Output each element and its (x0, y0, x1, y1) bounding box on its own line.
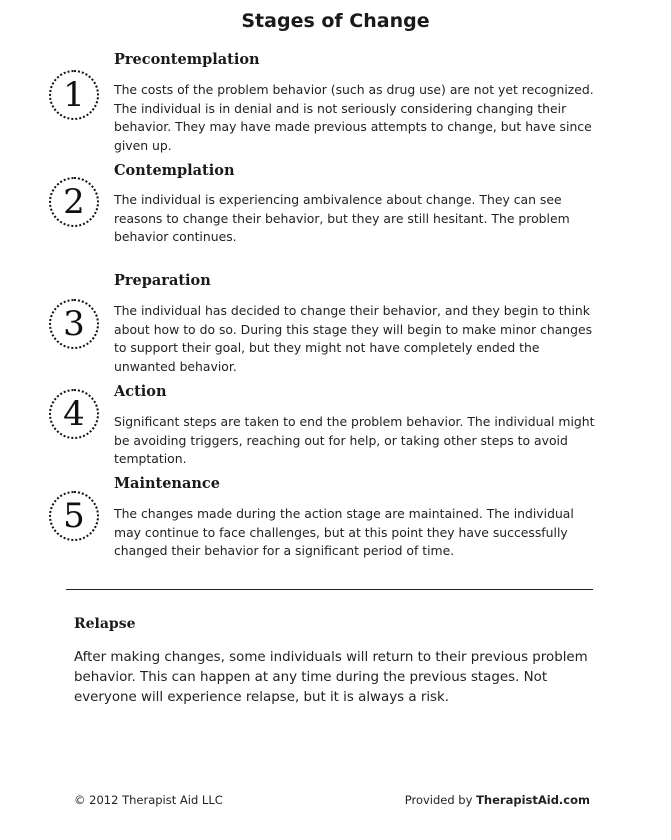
stage-number-circle: 1 (49, 70, 99, 120)
stage-description: The individual has decided to change their behavior, and they begin to think about how to do so. During this stage they will begin to make minor changes to support their goal, but they might not have completely ended the unwanted behavior. (114, 303, 593, 374)
stage-number-circle: 2 (49, 177, 99, 227)
page-title: Stages of Change (241, 10, 430, 32)
section-divider (66, 589, 593, 590)
stage-description: The changes made during the action stage are maintained. The individual may continue to face challenges, but at this point they have successfully changed their behavior for a significant period of time. (114, 506, 574, 558)
stage-heading: Maintenance (114, 475, 220, 492)
stage-heading: Contemplation (114, 162, 235, 179)
stage-description: The costs of the problem behavior (such as drug use) are not yet recognized. The individual is in denial and is not seriously considering changing their behavior. They may have made previous attempts to change, but have since given up. (114, 82, 594, 153)
stage-number-circle: 4 (49, 389, 99, 439)
footer-provided-by (405, 793, 590, 807)
footer-provided-prefix: Provided by (404, 793, 473, 807)
stage-heading: Preparation (114, 272, 211, 289)
stage-number-circle: 5 (49, 491, 99, 541)
footer-copyright: © 2012 Therapist Aid LLC (74, 793, 223, 807)
footer-site-link[interactable]: TherapistAid.com (476, 793, 590, 807)
stage-description: The individual is experiencing ambivalence about change. They can see reasons to change their behavior, but they are still hesitant. The problem behavior continues. (114, 192, 570, 244)
relapse-text: After making changes, some individuals will return to their previous problem behavior. This can happen at any time during the previous stages. Not everyone will experience relapse, but it is always a risk. (74, 650, 588, 705)
stage-heading: Action (114, 383, 167, 400)
relapse-heading: Relapse (74, 616, 136, 632)
stage-number-circle: 3 (49, 299, 99, 349)
stage-heading: Precontemplation (114, 51, 260, 68)
stage-description: Significant steps are taken to end the problem behavior. The individual might be avoiding triggers, reaching out for help, or taking other steps to avoid temptation. (114, 414, 595, 466)
